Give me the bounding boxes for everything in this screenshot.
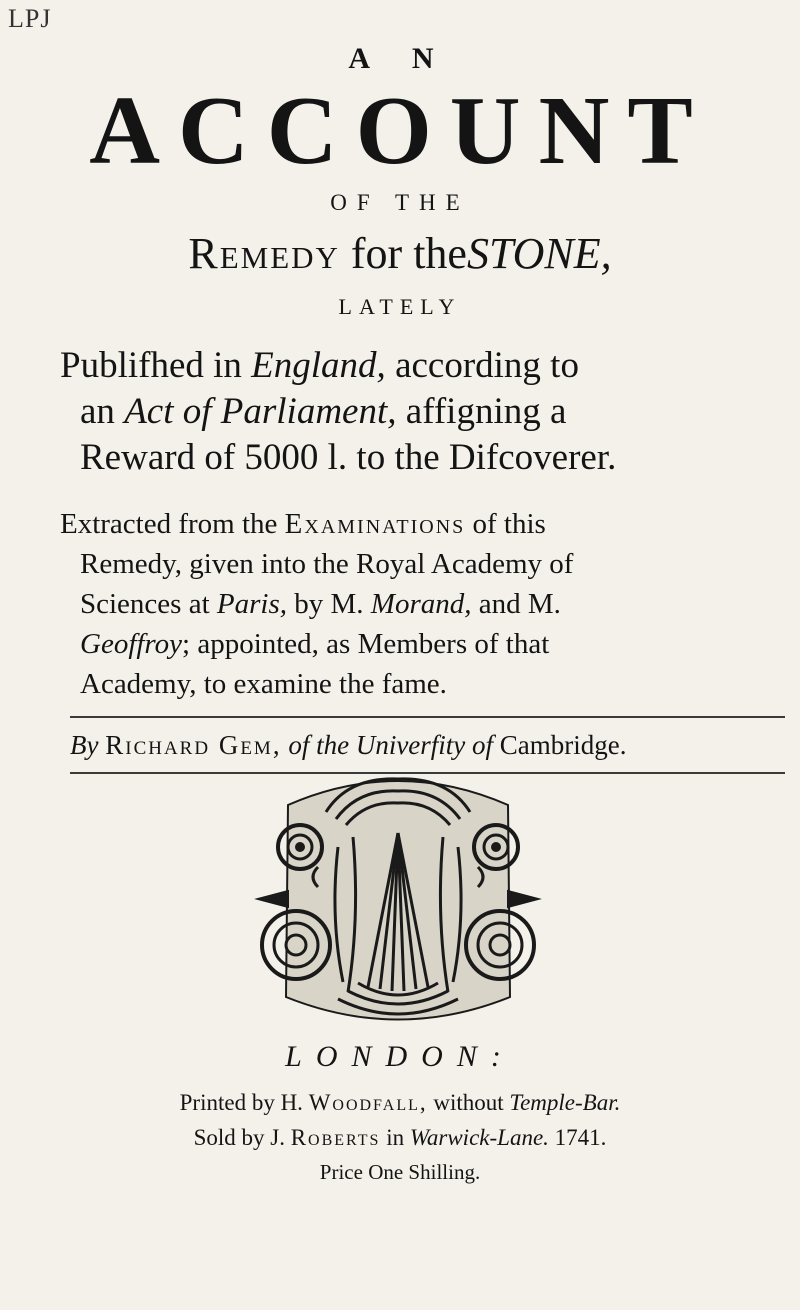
- examinations-word: Examinations: [284, 508, 466, 540]
- warwick-lane: Warwick-Lane.: [409, 1125, 549, 1150]
- published-text: an: [80, 391, 125, 432]
- author-line: [70, 730, 800, 761]
- title-remedy-line: [0, 228, 800, 279]
- imprint-text: in: [380, 1125, 410, 1150]
- stone-word: STONE,: [466, 229, 612, 278]
- extract-text: by M.: [286, 588, 371, 620]
- extract-text: of this: [465, 508, 546, 540]
- sold-line: [0, 1125, 800, 1151]
- title-an: A N: [348, 42, 452, 75]
- extract-line-5: Academy, to examine the fame.: [80, 668, 447, 700]
- extract-line-2: Remedy, given into the Royal Academy of: [80, 548, 574, 580]
- england-word: England,: [251, 345, 386, 386]
- extract-text: and M.: [471, 588, 561, 620]
- price-line: Price One Shilling.: [319, 1160, 481, 1184]
- title-account: ACCOUNT: [89, 77, 711, 185]
- for-the-words: for the: [350, 229, 467, 278]
- act-of-parliament: Act of Parliament,: [124, 391, 397, 432]
- published-line-3: Reward of 5000 l. to the Difcoverer.: [80, 437, 617, 478]
- published-text: affigning a: [396, 391, 567, 432]
- printers-ornament-icon: [248, 767, 548, 1029]
- printed-line: [0, 1090, 800, 1116]
- extract-text: ; appointed, as Members of that: [182, 628, 550, 660]
- london-heading: LONDON:: [285, 1040, 515, 1073]
- extract-line-1: [60, 508, 800, 541]
- extract-line-4: [80, 628, 800, 661]
- divider-rule-1: [70, 716, 785, 718]
- title-of-the: OF THE: [330, 190, 470, 215]
- by-word: By: [70, 730, 99, 760]
- temple-bar: Temple-Bar.: [509, 1090, 621, 1115]
- woodfall-name: Woodfall,: [308, 1090, 428, 1115]
- published-text: Publifhed in: [60, 345, 252, 386]
- cambridge-word: Cambridge.: [499, 730, 627, 760]
- imprint-text: without: [427, 1090, 510, 1115]
- extract-line-3: [80, 588, 800, 621]
- imprint-year: 1741.: [548, 1125, 607, 1150]
- title-lately: LATELY: [338, 294, 462, 319]
- published-line-1: [60, 344, 800, 387]
- university-phrase: of the Univerfity of: [288, 730, 494, 760]
- imprint-text: Printed by H.: [179, 1090, 309, 1115]
- remedy-word: Remedy: [188, 229, 340, 278]
- extract-text: Extracted from the: [60, 508, 285, 540]
- geoffroy-word: Geoffroy: [80, 628, 183, 660]
- imprint-text: Sold by J.: [193, 1125, 291, 1150]
- morand-word: Morand,: [370, 588, 472, 620]
- published-line-2: [80, 390, 800, 433]
- extract-text: Sciences at: [80, 588, 217, 620]
- published-text: according to: [385, 345, 579, 386]
- roberts-name: Roberts: [290, 1125, 381, 1150]
- library-mark: LPJ: [8, 4, 52, 33]
- author-name: Richard Gem,: [105, 730, 282, 760]
- paris-word: Paris,: [216, 588, 287, 620]
